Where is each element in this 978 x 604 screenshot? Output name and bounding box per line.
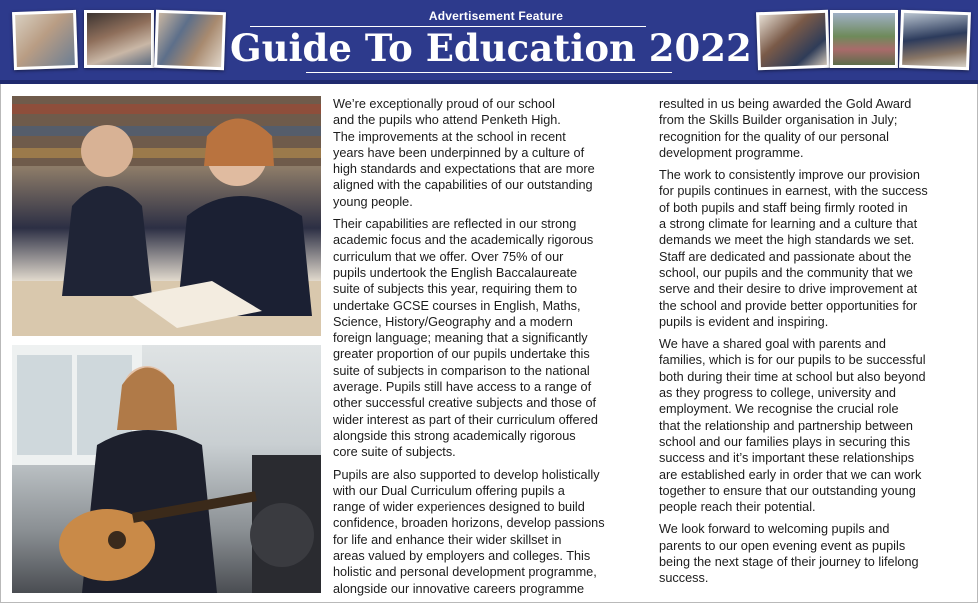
paragraph-intro: We’re exceptionally proud of our school and the pupils who attend Penketh High. The improvements at the school in recent years have been underpinned by a culture of high standards and expectations that are more aligned with the capabilities of our outstanding young people.	[333, 97, 595, 209]
advertisement-feature-label: Advertisement Feature	[428, 9, 564, 23]
header-thumb-3	[154, 10, 226, 70]
header-thumb-6	[899, 10, 971, 70]
guitar-scene-svg	[12, 345, 321, 593]
student-writing-photo	[15, 13, 75, 67]
header-thumb-2	[84, 10, 154, 68]
pupils-outdoors-photo	[833, 13, 895, 65]
student-laptop-photo	[87, 13, 151, 65]
paragraph-gold-award: resulted in us being awarded the Gold Award from the Skills Builder organisation in July; recognition for the quality of our personal development programme.	[659, 97, 912, 160]
staff-pupils-photo	[902, 13, 968, 67]
header-banner	[0, 0, 978, 84]
paragraph-dual-curriculum: Pupils are also supported to develop holistically with our Dual Curriculum offering pupils a range of wider experiences designed to build confidence, broaden horizons, develop passions for life and enhance their wider skillset in areas valued by employers and colleges. This holistic and personal development programme, alongside our innovative careers programme	[333, 467, 605, 596]
page-title: Guide To Education 2022	[230, 26, 752, 70]
classroom-group-photo	[157, 13, 223, 67]
article-column-1	[333, 96, 651, 603]
title-rule-bottom	[306, 72, 672, 73]
header-thumb-4	[756, 10, 830, 70]
student-playing-guitar-photo	[12, 345, 321, 593]
header-thumb-1	[12, 10, 78, 70]
reading-scene-svg	[12, 96, 321, 336]
paragraph-open-evening: We look forward to welcoming pupils and parents to our open evening event as pupils being the next stage of their journey to lifelong success.	[659, 522, 919, 586]
article-column-2	[659, 96, 965, 593]
students-reading-library-photo	[12, 96, 321, 336]
paragraph-academic-focus: Their capabilities are reflected in our strong academic focus and the academically rigorous curriculum that we offer. Over 75% of our pupils undertook the English Baccalaureate suite of subjects this year, requiring them to undertake GCSE courses in English, Maths, Science, History/Geography and a modern foreign language; meaning that a significantly greater proportion of our pupils undertake this suite of subjects in comparison to the national average. Pupils still have access to a range of other successful creative subjects and those of wider interest as part of their curriculum offered alongside this strong academically rigorous core suite of subjects.	[333, 217, 598, 460]
paragraph-shared-goal: We have a shared goal with parents and families, which is for our pupils to be successful both during their time at school but also beyond as they progress to college, university and employment. We recognise the crucial role that the relationship and partnership between school and our families plays in securing this success and it’s important these relationships are established early in order that we can work together to ensure that our outstanding young people reach their potential.	[659, 337, 926, 515]
teacher-pupils-photo	[759, 13, 827, 67]
paragraph-provision: The work to consistently improve our provision for pupils continues in earnest, with the success of both pupils and staff being firmly rooted in a strong climate for learning and a culture that demands we meet the high standards we set. Staff are dedicated and passionate about the school, our pupils and the community that we serve and their desire to drive improvement at the school and provide better opportunities for pupils is evident and inspiring.	[659, 168, 928, 329]
header-thumb-5	[830, 10, 898, 68]
